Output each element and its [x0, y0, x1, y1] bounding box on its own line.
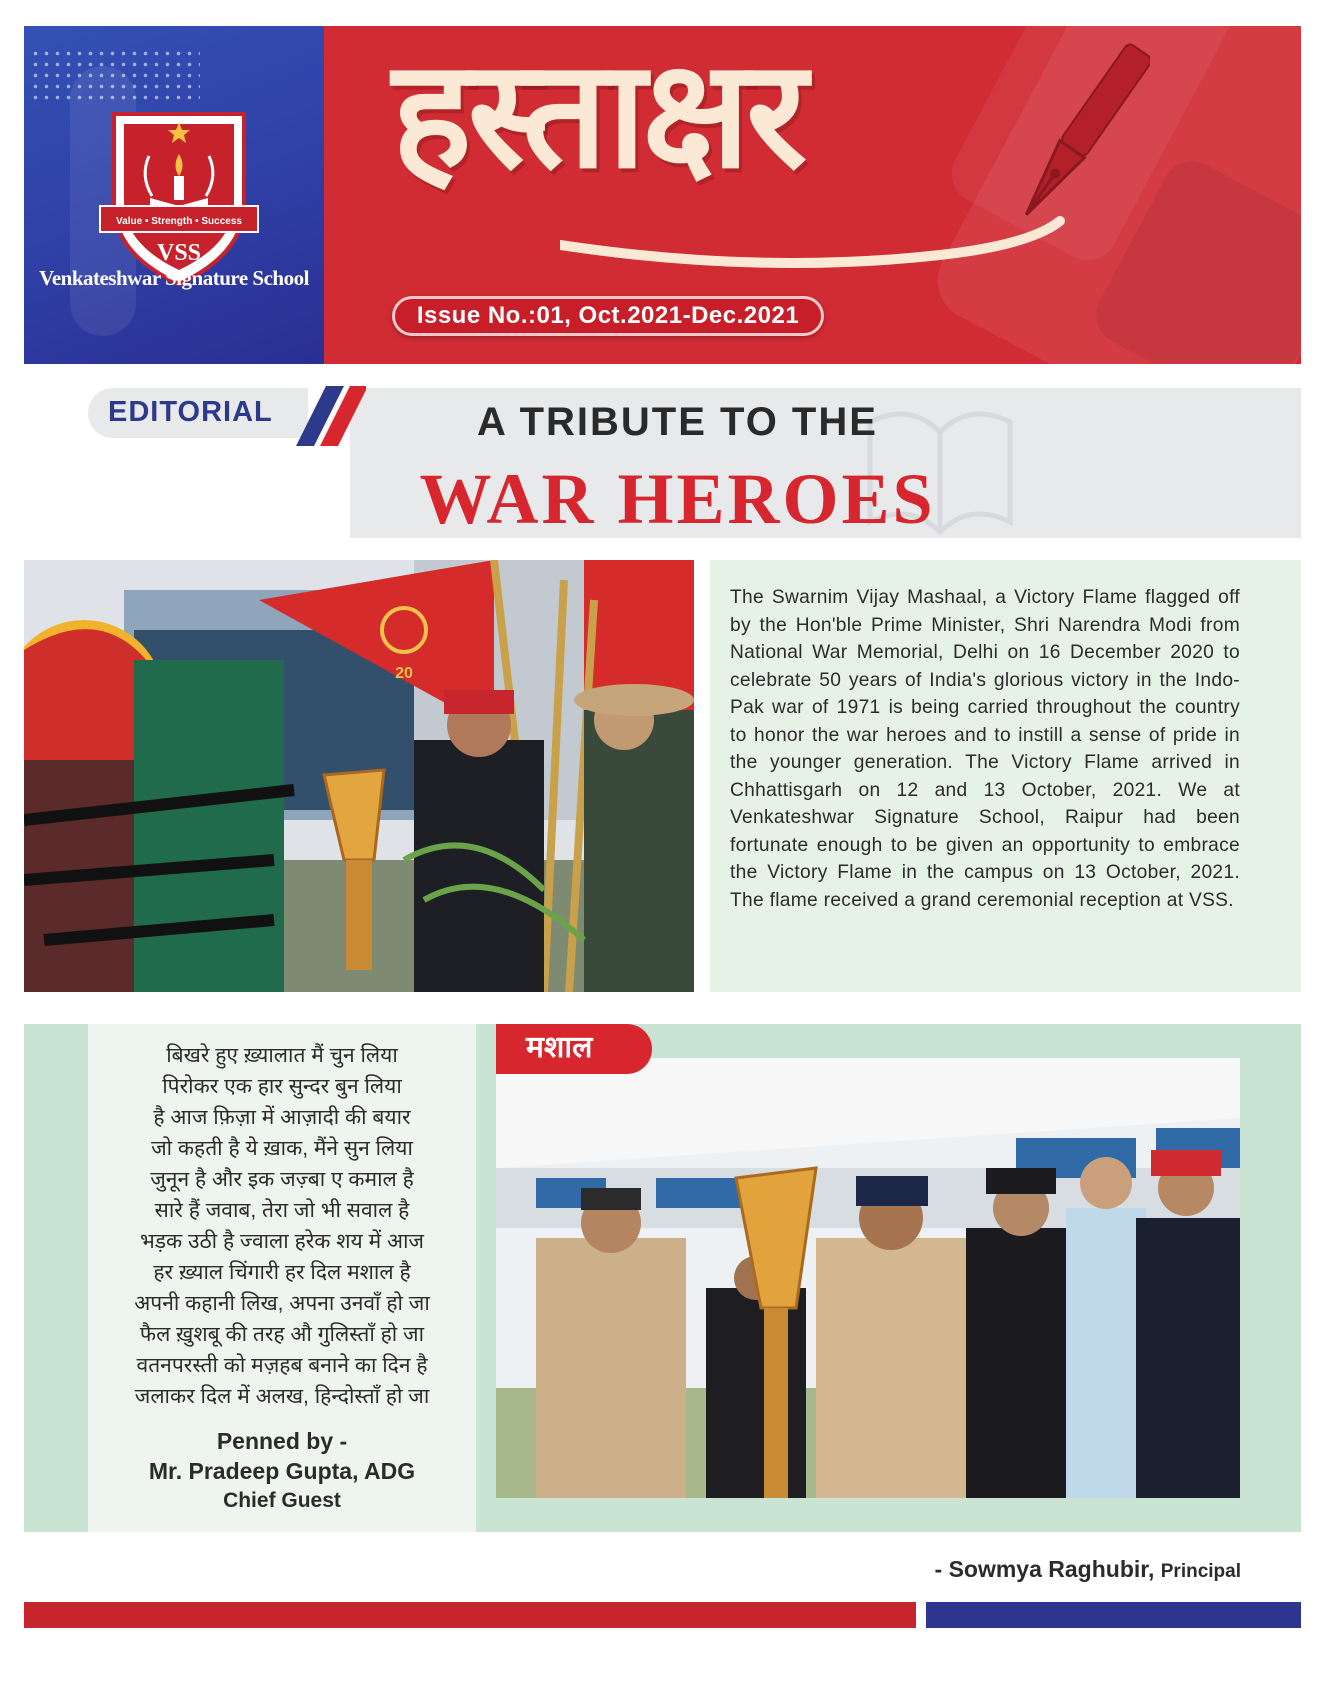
- poem-line: है आज फ़िज़ा में आज़ादी की बयार: [153, 1106, 411, 1129]
- title-line-2: WAR HEROES: [419, 459, 936, 539]
- poem-author: Mr. Pradeep Gupta, ADG: [148, 1458, 416, 1484]
- footer-bar-red: [24, 1602, 916, 1628]
- poem-line: बिखरे हुए ख़्यालात मैं चुन लिया: [166, 1044, 398, 1067]
- poem-line: फैल ख़ुशबू की तरह औ गुलिस्ताँ हो जा: [139, 1323, 425, 1346]
- photo-flag-ceremony: [24, 560, 694, 992]
- issue-badge: Issue No.:01, Oct.2021-Dec.2021: [392, 296, 824, 336]
- poem-line: पिरोकर एक हार सुन्दर बुन लिया: [162, 1075, 402, 1098]
- penned-by-label: Penned by -: [216, 1428, 348, 1454]
- poem-line: हर ख़्याल चिंगारी हर दिल मशाल है: [153, 1261, 411, 1284]
- editorial-body: The Swarnim Vijay Mashaal, a Victory Flame flagged off by the Hon'ble Prime Minister, Shri Narendra Modi from National War Memorial, Delhi on 16 December 2020 to celebrate 50 years of India's glorious victory in the Indo-Pak war of 1971 is being carried throughout the country to honor the war heroes and to instill a sense of pride in the younger generation. The Victory Flame arrived in Chhattisgarh on 12 and 13 October, 2021. We at Venkateshwar Signature School, Raipur had been fortunate enough to be given an opportunity to embrace the Victory Flame in the campus on 13 October, 2021. The flame received a grand ceremonial reception at VSS.: [730, 587, 1240, 911]
- poem-line: जुनून है और इक जज़्बा ए कमाल है: [150, 1168, 414, 1191]
- magazine-title: हस्ताक्षर: [392, 28, 804, 202]
- crest-initials: VSS: [156, 240, 202, 266]
- masthead-logo-panel: [24, 26, 324, 364]
- poem-line: वतनपरस्ती को मज़हब बनाने का दिन है: [136, 1354, 428, 1377]
- footer-bar-blue: [926, 1602, 1301, 1628]
- fountain-pen-icon: [1000, 40, 1150, 250]
- title-line-1: A TRIBUTE TO THE: [477, 400, 878, 444]
- poem-line: सारे हैं जवाब, तेरा जो भी सवाल है: [154, 1199, 410, 1222]
- crest-motto: Value • Strength • Success: [116, 216, 242, 227]
- flag-number: 20: [395, 665, 413, 682]
- editorial-label: EDITORIAL: [108, 396, 273, 428]
- photo-torch-procession: [496, 1058, 1240, 1498]
- principal-name: - Sowmya Raghubir,: [934, 1556, 1155, 1582]
- principal-role: Principal: [1160, 1561, 1241, 1582]
- poem: [88, 1040, 476, 1412]
- poem-line: भड़क उठी है ज्वाला हरेक शय में आज: [140, 1230, 424, 1253]
- school-name: Venkateshwar Signature School: [39, 266, 309, 290]
- poem-line: जलाकर दिल में अलख, हिन्दोस्ताँ हो जा: [134, 1385, 430, 1408]
- poem-credit: [88, 1426, 476, 1516]
- poem-author-role: Chief Guest: [223, 1489, 341, 1512]
- school-crest-logo: [94, 94, 264, 294]
- poem-line: जो कहती है ये ख़ाक, मैंने सुन लिया: [151, 1137, 413, 1160]
- mashal-label: मशाल: [496, 1024, 652, 1074]
- principal-signature: [935, 1556, 1241, 1583]
- poem-line: अपनी कहानी लिख, अपना उनवाँ हो जा: [134, 1292, 430, 1315]
